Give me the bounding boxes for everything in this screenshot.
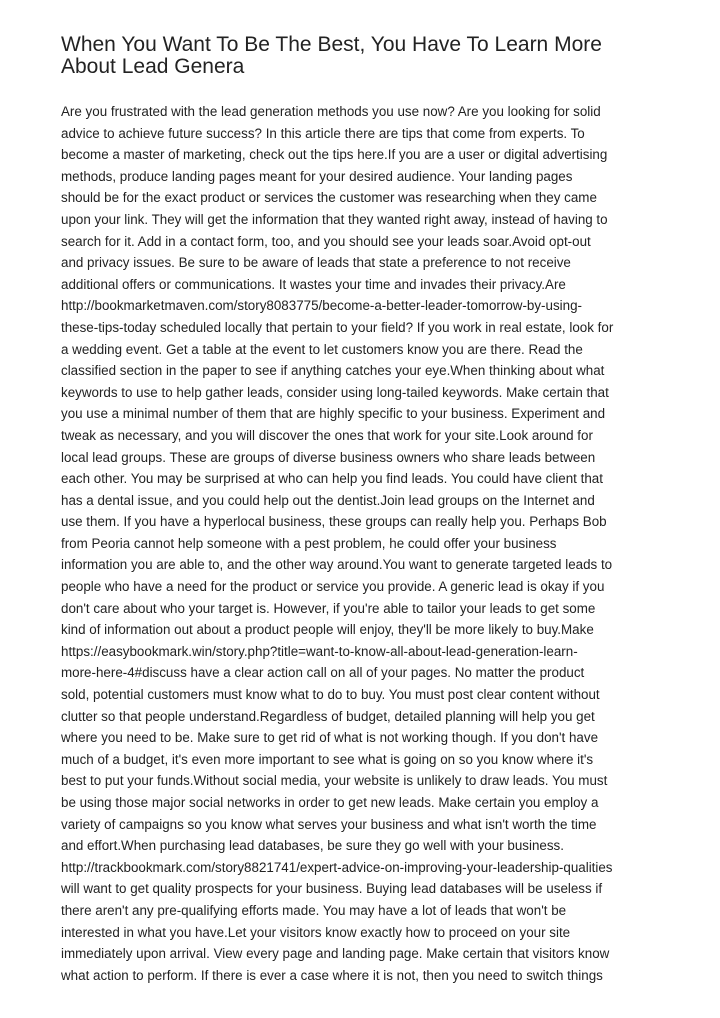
body-text-line: advice to achieve future success? In this article there are tips that come from experts. To <box>61 125 585 141</box>
body-text-line: search for it. Add in a contact form, too, and you should see your leads soar.Avoid opt-out <box>61 233 591 249</box>
body-text-line: these-tips-today scheduled locally that pertain to your field? If you work in real estate, look for <box>61 319 614 335</box>
body-text-line: interested in what you have.Let your visitors know exactly how to proceed on your site <box>61 924 571 940</box>
body-text-line: don't care about who your target is. However, if you're able to tailor your leads to get some <box>61 600 596 616</box>
body-text-line: upon your link. They will get the information that they wanted right away, instead of having to <box>61 211 608 227</box>
body-text-line: clutter so that people understand.Regardless of budget, detailed planning will help you get <box>61 708 595 724</box>
body-text-line: has a dental issue, and you could help out the dentist.Join lead groups on the Internet and <box>61 492 595 508</box>
body-text-line: more-here-4#discuss have a clear action call on all of your pages. No matter the product <box>61 665 585 681</box>
body-text-line: Are you frustrated with the lead generation methods you use now? Are you looking for solid <box>61 104 601 119</box>
body-text-line: best to put your funds.Without social media, your website is unlikely to draw leads. You must <box>61 773 608 789</box>
body-text-line: information you are able to, and the other way around.You want to generate targeted leads to <box>61 557 613 573</box>
body-text-line: become a master of marketing, check out the tips here.If you are a user or digital advertising <box>61 147 608 163</box>
body-text-line: immediately upon arrival. View every page and landing page. Make certain that visitors know <box>61 946 610 962</box>
body-text-line: and privacy issues. Be sure to be aware of leads that state a preference to not receive <box>61 255 571 271</box>
body-text-line: classified section in the paper to see if anything catches your eye.When thinking about what <box>61 363 605 379</box>
body-text-line: a wedding event. Get a table at the event to let customers know you are there. Read the <box>61 341 583 357</box>
body-text-line: and effort.When purchasing lead databases, be sure they go well with your business. <box>61 838 564 854</box>
body-text-line: there aren't any pre-qualifying efforts made. You may have a lot of leads that won't be <box>61 902 567 918</box>
page-title <box>61 34 681 77</box>
body-text-line: what action to perform. If there is ever a case where it is not, then you need to switch things <box>61 967 603 983</box>
body-text-line: https://easybookmark.win/story.php?title=want-to-know-all-about-lead-generation-learn- <box>61 643 578 659</box>
body-text-line: from Peoria cannot help someone with a pest problem, he could offer your business <box>61 535 557 551</box>
body-text-line: be using those major social networks in order to get new leads. Make certain you employ a <box>61 795 599 810</box>
body-text-line: much of a budget, it's even more important to see what is going on so you know where it's <box>61 751 594 767</box>
body-text-line: each other. You may be surprised at who can help you find leads. You could have client that <box>61 471 603 487</box>
body-text-line: people who have a need for the product or service you provide. A generic lead is okay if you <box>61 579 605 595</box>
body-text-line: http://bookmarketmaven.com/story8083775/become-a-better-leader-tomorrow-by-using- <box>61 298 582 314</box>
body-text-line: where you need to be. Make sure to get rid of what is not working though. If you don't have <box>61 730 599 746</box>
body-text-line: keywords to use to help gather leads, consider using long-tailed keywords. Make certain that <box>61 384 609 400</box>
body-text-line: kind of information out about a product people will enjoy, they'll be more likely to buy.Make <box>61 622 594 638</box>
title-line: When You Want To Be The Best, You Have To Learn More <box>61 33 602 56</box>
body-text-line: you use a minimal number of them that are highly specific to your business. Experiment and <box>61 406 606 422</box>
body-text-line: should be for the exact product or services the customer was researching when they came <box>61 190 597 206</box>
body-text-line: variety of campaigns so you know what serves your business and what isn't worth the time <box>61 816 597 832</box>
title-line: About Lead Genera <box>61 54 245 78</box>
body-text-line: tweak as necessary, and you will discover the ones that work for your site.Look around for <box>61 427 593 443</box>
body-text-line: methods, produce landing pages meant for your desired audience. Your landing pages <box>61 168 573 184</box>
body-text-line: sold, potential customers must know what to do to buy. You must post clear content without <box>61 687 600 703</box>
article-body <box>61 101 661 986</box>
body-text-line: http://trackbookmark.com/story8821741/expert-advice-on-improving-your-leadership-qualities <box>61 859 613 875</box>
body-text-line: local lead groups. These are groups of diverse business owners who share leads between <box>61 449 596 465</box>
body-text-line: use them. If you have a hyperlocal business, these groups can really help you. Perhaps Bob <box>61 514 607 530</box>
body-text-line: will want to get quality prospects for your business. Buying lead databases will be useless if <box>61 881 603 897</box>
body-text-line: additional offers or communications. It wastes your time and invades their privacy.Are <box>61 276 566 292</box>
